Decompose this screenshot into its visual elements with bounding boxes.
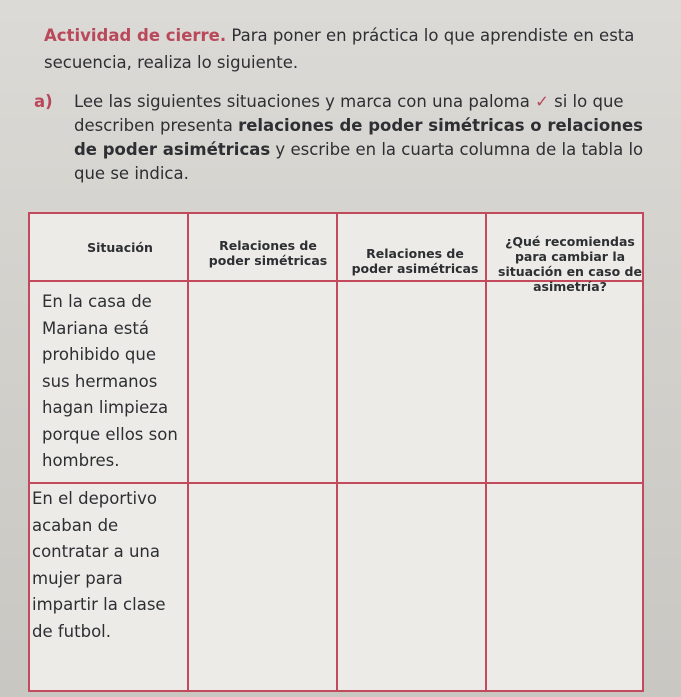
task-text <box>74 90 664 186</box>
task-text-part-1: Lee las siguientes situaciones y marca con una paloma <box>74 92 536 111</box>
situation-cell-2: En el deportivo acaban de contratar a una mujer para impartir la clase de futbol. <box>32 489 166 641</box>
task-text-bold: relaciones de poder simétricas o relaciones de poder asimétricas <box>74 116 643 159</box>
header-recommendation: ¿Qué recomiendas para cambiar la situación en caso de asimetría? <box>498 234 642 294</box>
header-symmetric: Relaciones de poder simétricas <box>208 238 328 268</box>
column-divider-3 <box>485 214 487 690</box>
column-divider-2 <box>336 214 338 690</box>
power-relations-table <box>28 212 644 692</box>
symmetric-cell-1[interactable] <box>192 289 332 479</box>
task-item-a <box>34 90 664 186</box>
column-divider-1 <box>187 214 189 690</box>
recommendation-cell-2[interactable] <box>490 488 640 683</box>
asymmetric-cell-1[interactable] <box>341 289 481 479</box>
task-letter: a) <box>34 92 53 111</box>
task-text-part-3: y escribe en la cuarta columna de la tabla lo que se indica. <box>74 140 644 183</box>
checkmark-icon: ✓ <box>535 92 549 111</box>
recommendation-cell-1[interactable] <box>490 289 640 479</box>
header-asymmetric: Relaciones de poder asimétricas <box>351 246 479 276</box>
task-text-part-2: si lo que describen presenta <box>74 92 624 135</box>
activity-heading: Actividad de cierre. <box>44 26 227 45</box>
asymmetric-cell-2[interactable] <box>341 488 481 683</box>
symmetric-cell-2[interactable] <box>192 488 332 683</box>
activity-intro <box>44 22 664 76</box>
header-situation: Situación <box>87 240 153 255</box>
situation-cell-1: En la casa de Mariana está prohibido que sus hermanos hagan limpieza porque ellos son hombres. <box>42 292 178 470</box>
activity-instructions: Para poner en práctica lo que aprendiste en esta secuencia, realiza lo siguiente. <box>44 26 635 72</box>
